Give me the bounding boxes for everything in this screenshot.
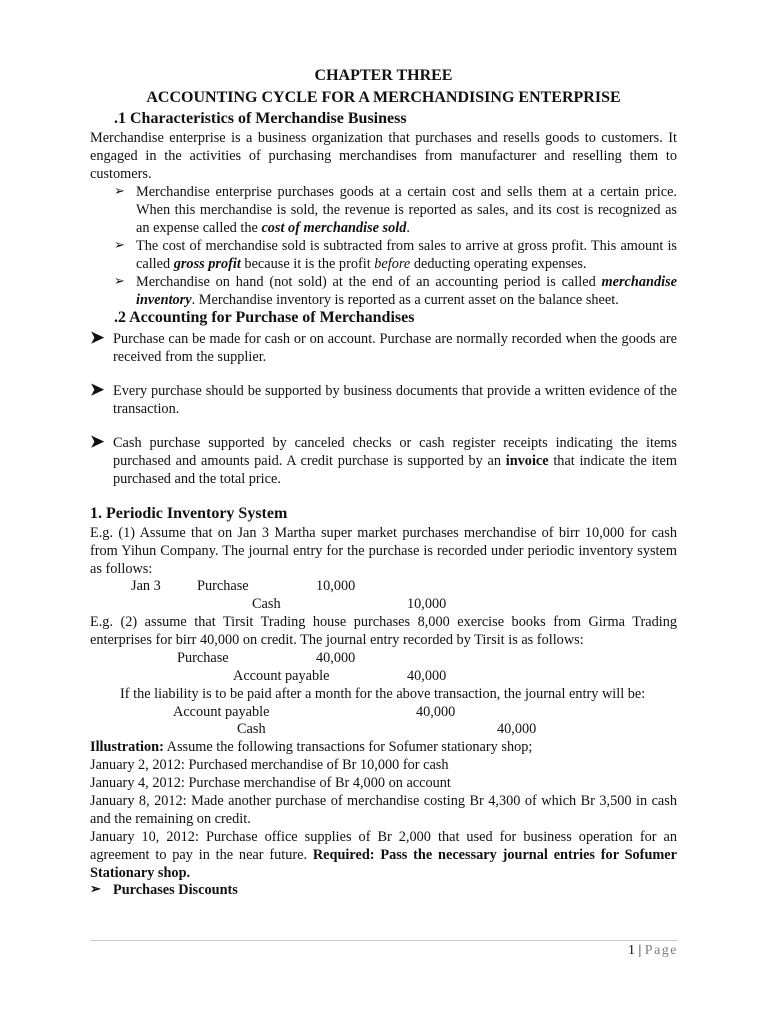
illustration-intro: Illustration: Assume the following transactions for Sofumer stationary shop; — [90, 739, 533, 755]
illustration-line-1: January 2, 2012: Purchased merchandise of Br 10,000 for cash — [90, 757, 449, 773]
journal-1-credit-amount: 10,000 — [407, 596, 447, 612]
section-1-bullet-2: The cost of merchandise sold is subtracted from sales to arrive at gross profit. This amount is called gross profit because it is the profit before deducting operating expenses. — [136, 238, 677, 272]
journal-1-debit-amount: 10,000 — [316, 578, 356, 594]
journal-2-credit-account: Account payable — [233, 668, 330, 684]
journal-2-debit-amount: 40,000 — [316, 650, 356, 666]
journal-2-debit-account: Purchase — [177, 650, 229, 666]
page-number: 1 — [627, 943, 635, 958]
section-2-bullet-3: Cash purchase supported by canceled checks or cash register receipts indicating the items purchased and amounts paid. A credit purchase is supported by an invoice that indicate the item purchased and the total price. — [113, 435, 677, 487]
purchases-discounts-heading: Purchases Discounts — [113, 882, 238, 898]
example-2-text: E.g. (2) assume that Tirsit Trading house purchases 8,000 exercise books from Girma Trading enterprises for birr 40,000 on credit. The journal entry recorded by Tirsit is as follows: — [90, 614, 677, 648]
liability-note: If the liability is to be paid after a month for the above transaction, the journal entry will be: — [120, 686, 646, 702]
section-2-heading: .2 Accounting for Purchase of Merchandises — [114, 309, 415, 326]
journal-1-date: Jan 3 — [131, 578, 161, 594]
bullet-arrow-icon: ➢ — [90, 881, 101, 896]
periodic-inventory-heading: 1. Periodic Inventory System — [90, 505, 288, 522]
bullet-arrow-icon: ➢ — [114, 273, 125, 288]
section-1-heading: .1 Characteristics of Merchandise Business — [114, 110, 407, 127]
chapter-number: CHAPTER THREE — [314, 67, 453, 84]
journal-3-credit-amount: 40,000 — [497, 721, 537, 737]
section-2-bullet-1: Purchase can be made for cash or on account. Purchase are normally recorded when the goods are received from the supplier. — [113, 331, 677, 365]
page-footer — [628, 943, 678, 959]
journal-3-debit-amount: 40,000 — [416, 704, 456, 720]
chapter-title: ACCOUNTING CYCLE FOR A MERCHANDISING ENTERPRISE — [146, 89, 621, 106]
section-2-bullet-2: Every purchase should be supported by business documents that provide a written evidence of the transaction. — [113, 383, 677, 417]
page-label: Page — [644, 943, 678, 958]
journal-3-debit-account: Account payable — [173, 704, 270, 720]
journal-2-credit-amount: 40,000 — [407, 668, 447, 684]
page-separator: | — [634, 943, 645, 958]
journal-3-credit-account: Cash — [237, 721, 266, 737]
bullet-arrow-icon: ➢ — [114, 237, 125, 252]
illustration-line-3: January 8, 2012: Made another purchase of merchandise costing Br 4,300 of which Br 3,500 in cash and the remaining on credit. — [90, 793, 677, 827]
journal-1-credit-account: Cash — [252, 596, 281, 612]
bullet-arrow-icon: ➢ — [114, 183, 125, 198]
bullet-arrow-icon: ➤ — [90, 380, 105, 399]
section-1-bullet-1: Merchandise enterprise purchases goods at a certain cost and sells them at a certain price. When this merchandise is sold, the revenue is reported as sales, and its cost is recognized as an expense called the cost of merchandise sold. — [136, 184, 677, 236]
bullet-arrow-icon: ➤ — [90, 328, 105, 347]
footer-divider — [90, 940, 678, 941]
bullet-arrow-icon: ➤ — [90, 432, 105, 451]
illustration-line-2: January 4, 2012: Purchase merchandise of Br 4,000 on account — [90, 775, 451, 791]
illustration-line-4: January 10, 2012: Purchase office supplies of Br 2,000 that used for business operation for an agreement to pay in the near future. Required: Pass the necessary journal entries for Sofumer Stationary shop. — [90, 829, 677, 881]
journal-1-debit-account: Purchase — [197, 578, 249, 594]
section-1-bullet-3: Merchandise on hand (not sold) at the end of an accounting period is called merchandise inventory. Merchandise inventory is reported as a current asset on the balance sheet. — [136, 274, 677, 308]
example-1-text: E.g. (1) Assume that on Jan 3 Martha super market purchases merchandise of birr 10,000 for cash from Yihun Company. The journal entry for the purchase is recorded under periodic inventory system as follows: — [90, 525, 677, 577]
section-1-intro: Merchandise enterprise is a business organization that purchases and resells goods to customers. It engaged in the activities of purchasing merchandises from manufacturer and reselling them to customers. — [90, 130, 677, 182]
